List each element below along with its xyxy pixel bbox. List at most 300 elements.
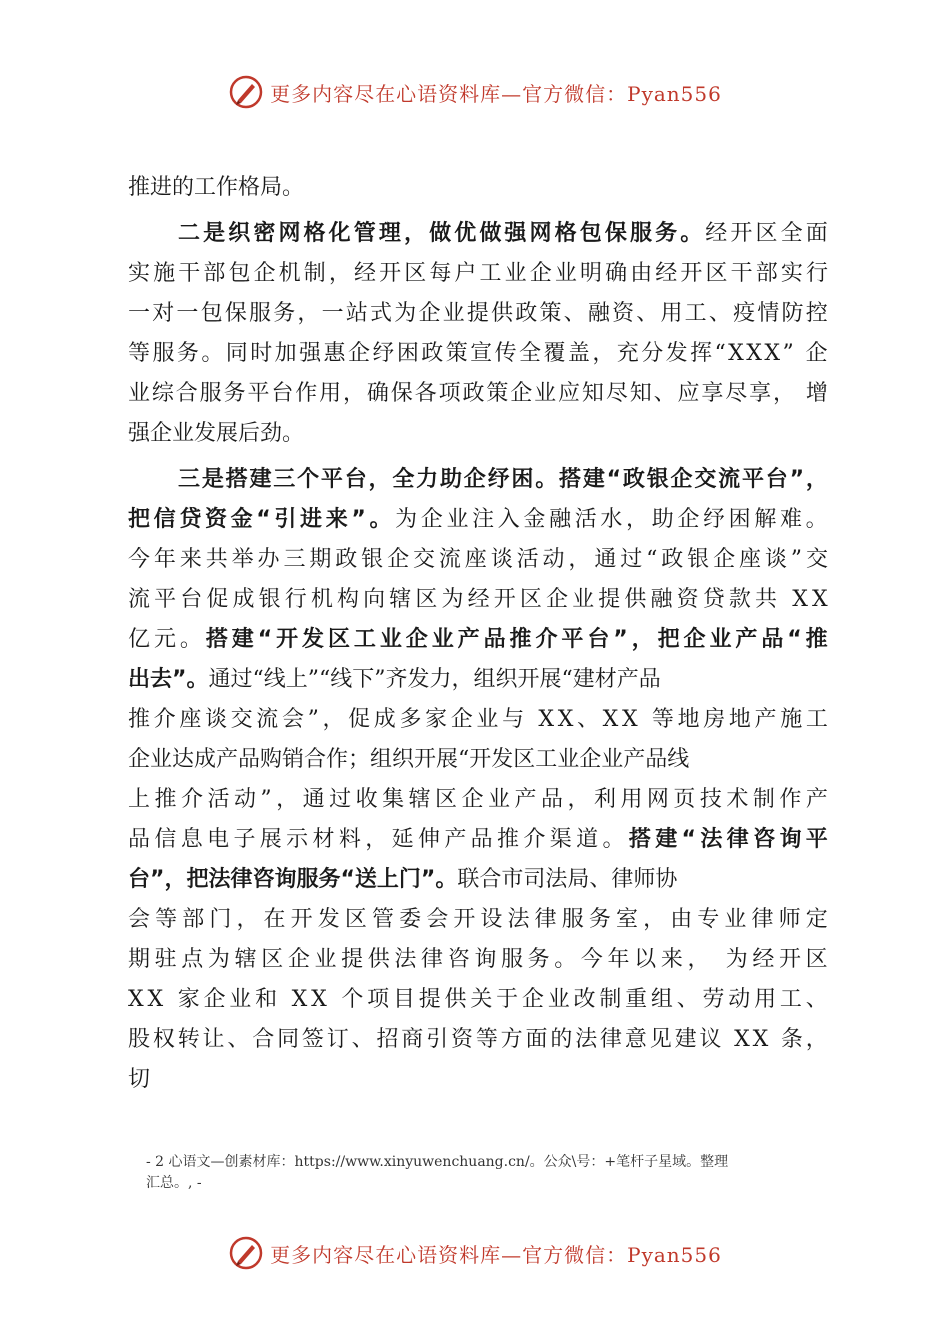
- text-char: 权: [152, 1027, 175, 1052]
- pen-logo-icon: [228, 1235, 264, 1271]
- text-char: 会: [426, 907, 449, 932]
- text-char: 确: [366, 381, 389, 406]
- text-char: ，: [643, 907, 666, 932]
- text-char: X: [734, 1027, 750, 1052]
- text-char: 介: [153, 707, 176, 732]
- bold-char: “: [681, 827, 697, 852]
- text-char: 一: [176, 301, 199, 326]
- banner-text: 更多内容尽在心语资料库—官方微信：Pyan556: [270, 1242, 722, 1267]
- text-char: 区: [519, 587, 542, 612]
- text-char: 示: [286, 827, 309, 852]
- text-char: 产: [444, 827, 467, 852]
- text-char: 亿: [128, 627, 151, 652]
- text-char: 流: [256, 707, 279, 732]
- text-char: 转: [177, 1027, 200, 1052]
- text-char: 企: [418, 301, 441, 326]
- text-char: 台: [180, 587, 203, 612]
- text-char: 、: [563, 301, 586, 326]
- text-char: 伸: [417, 827, 440, 852]
- text-char: 议: [699, 1027, 722, 1052]
- bold-char: 发: [302, 627, 325, 652]
- text-char: 法: [575, 1027, 598, 1052]
- text-char: 活: [207, 787, 230, 812]
- text-char: 电: [207, 827, 230, 852]
- text-char: 开: [779, 947, 802, 972]
- text-char: 发: [665, 341, 688, 366]
- text-char: 地: [677, 707, 700, 732]
- text-char: 合: [252, 1027, 275, 1052]
- text-char: 交: [412, 547, 435, 572]
- text-char: 家: [177, 987, 200, 1012]
- text-char: 页: [673, 787, 696, 812]
- text-char: 工: [805, 707, 828, 732]
- text-char: 政: [515, 301, 538, 326]
- text-char: 同: [277, 1027, 300, 1052]
- text-char: 策: [539, 301, 562, 326]
- bold-char: 把: [128, 507, 151, 532]
- bold-char: 建: [231, 627, 254, 652]
- text-char: 企: [420, 507, 443, 532]
- text-char: 产: [805, 787, 828, 812]
- text-char: 商: [401, 1027, 424, 1052]
- text-char: 让: [202, 1027, 225, 1052]
- text-char: 息: [180, 827, 203, 852]
- text-char: 充: [616, 341, 639, 366]
- text-segment: 联合市司法局、律师协: [457, 867, 678, 892]
- text-char: 困: [728, 507, 751, 532]
- text-char: 业: [446, 507, 469, 532]
- text-char: 构: [337, 587, 360, 612]
- text-char: 金: [523, 507, 546, 532]
- text-char: 面: [805, 221, 828, 246]
- text-char: 过: [329, 787, 352, 812]
- text-char: 用: [660, 301, 683, 326]
- bold-char: 搭: [628, 827, 651, 852]
- text-char: 企: [387, 547, 410, 572]
- text-char: 法: [394, 947, 417, 972]
- text-line: [128, 700, 828, 740]
- text-char: 办: [257, 547, 280, 572]
- bold-char: 流: [718, 467, 741, 492]
- text-char: 组: [650, 987, 673, 1012]
- text-char: X: [291, 987, 308, 1012]
- text-char: 以: [634, 947, 657, 972]
- text-char: 交: [230, 707, 253, 732]
- text-char: 企: [287, 947, 310, 972]
- text-char: 增: [805, 381, 828, 406]
- bold-char: 推: [805, 627, 828, 652]
- text-char: 由: [670, 907, 693, 932]
- text-char: 地: [728, 707, 751, 732]
- text-char: 推: [154, 787, 177, 812]
- text-char: 传: [494, 341, 517, 366]
- text-char: 盖: [567, 341, 590, 366]
- bold-char: 二: [178, 221, 201, 246]
- text-char: [781, 580, 788, 620]
- text-char: 辖: [389, 587, 412, 612]
- text-char: 干: [178, 261, 201, 286]
- bold-char: 格: [554, 221, 577, 246]
- text-char: X: [792, 587, 808, 612]
- text-char: 政: [421, 341, 444, 366]
- text-line: [128, 214, 828, 254]
- bold-char: 包: [579, 221, 602, 246]
- text-char: 区: [415, 587, 438, 612]
- text-char: 区: [705, 261, 728, 286]
- text-char: 目: [392, 987, 415, 1012]
- text-char: 收: [355, 787, 378, 812]
- bold-char: 推: [509, 627, 532, 652]
- text-char: 为: [441, 587, 464, 612]
- text-char: 律: [534, 907, 557, 932]
- bold-char: 企: [463, 467, 486, 492]
- bold-char: 贷: [179, 507, 202, 532]
- text-char: 个: [341, 987, 364, 1012]
- bold-char: 三: [178, 467, 201, 492]
- text-char: 款: [728, 587, 751, 612]
- text-char: 明: [579, 261, 602, 286]
- text-char: 区: [261, 947, 284, 972]
- text-char: 延: [391, 827, 414, 852]
- bold-char: 建: [249, 467, 272, 492]
- text-char: 条: [780, 1027, 803, 1052]
- text-char: 等: [155, 907, 178, 932]
- text-char: 企: [546, 587, 569, 612]
- text-char: 防: [781, 301, 804, 326]
- text-char: 知: [629, 381, 652, 406]
- text-line: [128, 580, 828, 620]
- text-char: 建: [674, 1027, 697, 1052]
- text-char: 惠: [323, 341, 346, 366]
- bold-char: 搭: [205, 627, 228, 652]
- bold-char: 咨: [753, 827, 776, 852]
- text-char: 资: [676, 587, 699, 612]
- text-char: 料: [338, 827, 361, 852]
- text-char: 服: [249, 301, 272, 326]
- bold-char: ”: [351, 507, 366, 532]
- text-char: 务: [176, 341, 199, 366]
- text-char: 企: [203, 987, 226, 1012]
- text-char: 信: [154, 827, 177, 852]
- bold-char: 资: [204, 507, 227, 532]
- text-char: 提: [466, 301, 489, 326]
- text-char: 、: [805, 987, 828, 1012]
- text-char: 定: [805, 907, 828, 932]
- text-char: 经: [353, 261, 376, 286]
- text-char: 流: [128, 587, 151, 612]
- text-char: 利: [593, 787, 616, 812]
- text-line: [128, 980, 828, 1020]
- text-line: [128, 940, 828, 980]
- text-char: 银: [687, 547, 710, 572]
- text-char: 部: [755, 261, 778, 286]
- text-char: 情: [757, 301, 780, 326]
- text-char: 供: [624, 587, 647, 612]
- bold-char: “: [257, 627, 273, 652]
- text-char: 企: [529, 261, 552, 286]
- text-char: 网: [646, 787, 669, 812]
- text-char: 共: [755, 587, 778, 612]
- text-char: 应: [558, 381, 581, 406]
- text-char: X: [764, 341, 781, 366]
- text-char: 、: [351, 1027, 374, 1052]
- text-char: 动: [542, 547, 565, 572]
- text-char: [714, 940, 721, 980]
- text-line: [128, 1060, 828, 1100]
- text-char: 业: [504, 261, 527, 286]
- text-char: 享: [701, 381, 724, 406]
- text-char: 控: [805, 301, 828, 326]
- text-char: 发: [317, 907, 340, 932]
- text-char: “: [714, 341, 726, 366]
- text-char: ，: [322, 707, 345, 732]
- bold-char: 金: [230, 507, 253, 532]
- header-banner: [0, 72, 950, 112]
- text-char: 开: [379, 261, 402, 286]
- text-char: X: [728, 341, 744, 366]
- bold-char: 。: [680, 221, 703, 246]
- text-char: 入: [497, 507, 520, 532]
- bold-char: 平: [561, 627, 584, 652]
- text-char: 部: [203, 261, 226, 286]
- text-char: 经: [705, 221, 728, 246]
- text-char: ，: [236, 907, 259, 932]
- text-char: 施: [780, 707, 803, 732]
- text-char: 室: [615, 907, 638, 932]
- footer-banner: [0, 1233, 950, 1273]
- text-char: [528, 700, 535, 740]
- text-char: 用: [319, 381, 342, 406]
- text-char: 管: [371, 907, 394, 932]
- bold-char: 引: [274, 507, 297, 532]
- bold-char: 管: [353, 221, 376, 246]
- text-line: [128, 660, 828, 700]
- text-char: 一: [321, 301, 344, 326]
- text-char: X: [602, 707, 619, 732]
- bold-char: 银: [646, 467, 669, 492]
- text-char: 区: [404, 261, 427, 286]
- bold-char: 纾: [487, 467, 510, 492]
- text-char: 业: [229, 987, 252, 1012]
- text-segment: 通过“线上”“线下”齐发力，组织开展“建材产品: [208, 667, 661, 692]
- bold-char: 做: [479, 221, 502, 246]
- text-char: ，: [568, 547, 591, 572]
- text-char: 包: [228, 261, 251, 286]
- bold-char: 搭: [559, 467, 582, 492]
- text-char: 于: [496, 987, 519, 1012]
- text-char: 方: [500, 1027, 523, 1052]
- text-char: X: [538, 707, 555, 732]
- text-char: 施: [153, 261, 176, 286]
- text-char: 来: [660, 947, 683, 972]
- bold-char: 化: [328, 221, 351, 246]
- text-char: 合: [175, 381, 198, 406]
- bold-char: “: [787, 627, 802, 652]
- text-char: 开: [730, 221, 753, 246]
- text-segment: 强企业发展后劲。: [128, 421, 305, 446]
- text-char: 知: [581, 381, 604, 406]
- text-char: “: [646, 547, 658, 572]
- text-char: 务: [223, 381, 246, 406]
- text-char: 劳: [702, 987, 725, 1012]
- text-char: 律: [751, 907, 774, 932]
- text-char: 工: [479, 261, 502, 286]
- bold-char: 做: [429, 221, 452, 246]
- text-char: 通: [302, 787, 325, 812]
- text-char: 的: [550, 1027, 573, 1052]
- text-char: 供: [444, 987, 467, 1012]
- text-char: 品: [470, 827, 493, 852]
- text-char: 业: [547, 987, 570, 1012]
- text-char: 座: [738, 547, 761, 572]
- pen-logo-icon: [228, 74, 264, 110]
- text-char: 干: [730, 261, 753, 286]
- text-char: 。: [554, 947, 577, 972]
- text-char: 机: [310, 587, 333, 612]
- text-char: ”: [790, 547, 803, 572]
- text-char: 等: [128, 341, 151, 366]
- text-char: 助: [651, 507, 674, 532]
- text-char: 。: [201, 341, 224, 366]
- text-char: ”: [260, 787, 272, 812]
- text-char: 融: [650, 587, 673, 612]
- footer-note: [146, 1152, 836, 1194]
- text-char: 期: [128, 947, 151, 972]
- bold-char: 律: [726, 827, 749, 852]
- text-char: 推: [497, 827, 520, 852]
- text-char: 水: [600, 507, 623, 532]
- text-char: 。: [805, 507, 828, 532]
- text-char: 房: [703, 707, 726, 732]
- text-char: 促: [206, 587, 229, 612]
- text-char: 行: [284, 587, 307, 612]
- text-char: 交: [805, 547, 828, 572]
- text-char: 业: [724, 907, 747, 932]
- bold-text: 出去”。: [128, 667, 209, 692]
- text-char: 术: [726, 787, 749, 812]
- text-char: 宣: [470, 341, 493, 366]
- text-char: 包: [200, 301, 223, 326]
- bold-char: 。: [369, 507, 392, 532]
- bold-char: ，: [805, 467, 828, 492]
- text-char: ，: [805, 1027, 828, 1052]
- text-char: 成: [373, 707, 396, 732]
- text-char: 用: [754, 987, 777, 1012]
- text-char: 。: [179, 627, 202, 652]
- bold-char: 企: [405, 627, 428, 652]
- text-char: 区: [755, 221, 778, 246]
- text-char: 尽: [725, 381, 748, 406]
- bold-char: 业: [709, 627, 732, 652]
- text-char: 、: [708, 301, 731, 326]
- text-char: 座: [464, 547, 487, 572]
- text-char: [331, 980, 338, 1020]
- text-char: X: [128, 987, 144, 1012]
- text-char: 来: [179, 547, 202, 572]
- text-char: 融: [587, 301, 610, 326]
- text-char: 务: [527, 947, 550, 972]
- text-char: 银: [258, 587, 281, 612]
- text-char: 订: [326, 1027, 349, 1052]
- text-char: 产: [514, 787, 537, 812]
- bold-char: 服: [629, 221, 652, 246]
- bold-char: 网: [529, 221, 552, 246]
- text-char: 流: [438, 547, 461, 572]
- bold-char: 把: [657, 627, 680, 652]
- bold-char: 建: [582, 467, 605, 492]
- text-char: 实: [128, 261, 151, 286]
- text-char: 区: [805, 947, 828, 972]
- text-char: 品: [540, 787, 563, 812]
- text-line: [128, 334, 828, 374]
- text-char: 推: [128, 707, 151, 732]
- bold-char: 企: [670, 467, 693, 492]
- text-char: 业: [442, 301, 465, 326]
- text-line: [128, 780, 828, 820]
- bold-char: 助: [439, 467, 462, 492]
- text-char: 面: [525, 1027, 548, 1052]
- text-char: 技: [699, 787, 722, 812]
- text-char: 师: [778, 907, 801, 932]
- text-char: 谈: [490, 547, 513, 572]
- text-line: [128, 860, 828, 900]
- text-char: 、: [577, 707, 600, 732]
- text-char: 政: [462, 381, 485, 406]
- text-char: 为: [394, 301, 417, 326]
- text-char: 集: [382, 787, 405, 812]
- banner-text: 更多内容尽在心语资料库—官方微信：Pyan556: [270, 81, 722, 106]
- text-char: 各: [414, 381, 437, 406]
- text-char: X: [557, 707, 574, 732]
- text-char: 企: [713, 547, 736, 572]
- text-char: 政: [335, 547, 358, 572]
- text-char: [797, 374, 804, 414]
- bold-char: 是: [201, 467, 224, 492]
- text-char: 开: [493, 587, 516, 612]
- text-char: 家: [425, 707, 448, 732]
- document-body: [128, 168, 828, 1100]
- text-char: 平: [154, 587, 177, 612]
- text-char: 今: [128, 547, 151, 572]
- text-line: [128, 1020, 828, 1060]
- text-char: 向: [363, 587, 386, 612]
- text-line: [128, 168, 828, 208]
- bold-char: 是: [203, 221, 226, 246]
- text-char: 业: [128, 381, 151, 406]
- text-char: 经: [752, 947, 775, 972]
- text-char: [771, 1020, 778, 1060]
- bold-char: 。: [535, 467, 558, 492]
- text-char: 困: [396, 341, 419, 366]
- bold-char: 密: [253, 221, 276, 246]
- text-char: 为: [395, 507, 418, 532]
- text-char: 全: [519, 341, 542, 366]
- text-segment: 企业达成产品购销合作；组织开展“开发区工业企业产品线: [128, 747, 690, 772]
- bold-char: 法: [700, 827, 723, 852]
- text-char: 和: [255, 987, 278, 1012]
- bold-char: 困: [511, 467, 534, 492]
- text-char: 制: [752, 787, 775, 812]
- bold-char: 业: [431, 627, 454, 652]
- text-char: 年: [607, 947, 630, 972]
- text-char: ，: [567, 787, 590, 812]
- text-char: 政: [661, 547, 684, 572]
- text-char: 台: [271, 381, 294, 406]
- text-line: [128, 374, 828, 414]
- bold-char: 优: [454, 221, 477, 246]
- text-char: 与: [502, 707, 525, 732]
- text-char: 律: [421, 947, 444, 972]
